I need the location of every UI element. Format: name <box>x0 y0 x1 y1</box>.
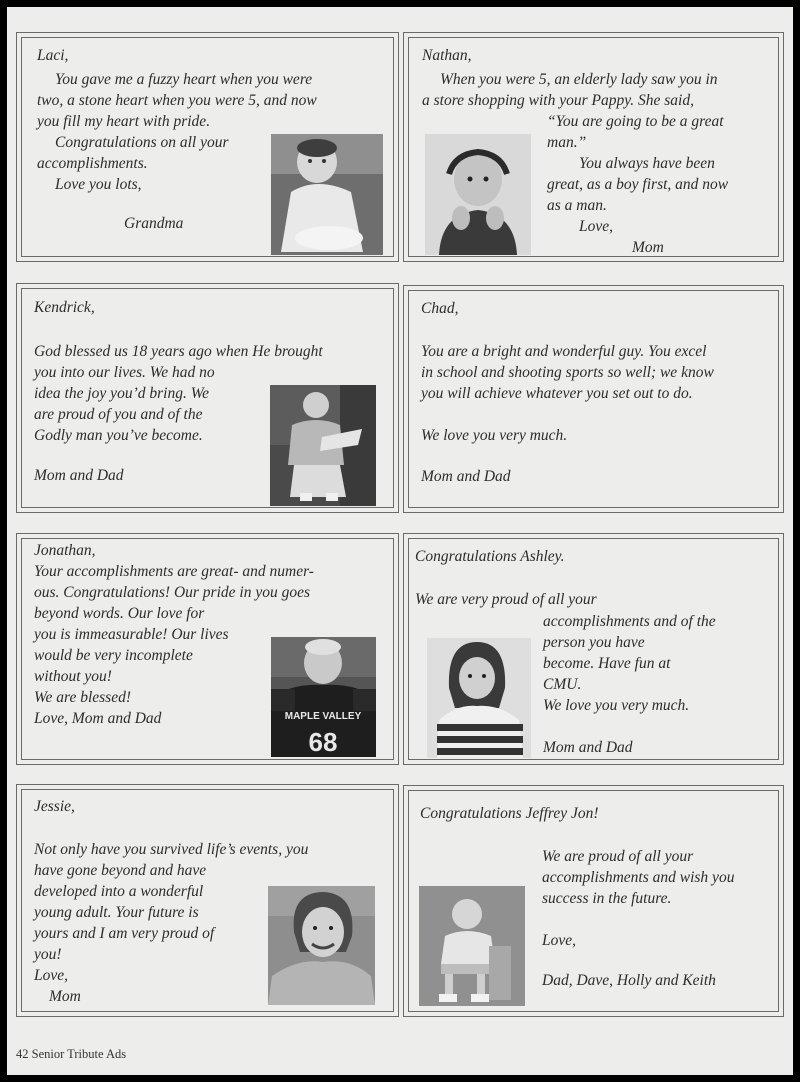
message-line: you! <box>34 946 62 963</box>
jersey-text: MAPLE VALLEY <box>284 711 362 722</box>
salutation: Jessie, <box>34 798 75 815</box>
message-line: have gone beyond and have <box>34 862 207 879</box>
message-line: great, as a boy first, and now <box>547 176 729 193</box>
message-line: Not only have you survived life’s events, you <box>34 841 309 858</box>
salutation: Laci, <box>37 47 69 64</box>
message-line: God blessed us 18 years ago when He brought <box>34 343 323 360</box>
signature: Mom and Dad <box>34 467 124 484</box>
message-line: Love you lots, <box>55 176 142 193</box>
signature: Grandma <box>124 215 184 232</box>
tribute-card-jessie <box>16 784 399 1017</box>
message-line: You are a bright and wonderful guy. You excel <box>421 343 707 360</box>
salutation: Kendrick, <box>34 299 95 316</box>
page-footer <box>16 1047 126 1062</box>
message-line: are proud of you and of the <box>34 406 203 423</box>
message-line: man.” <box>547 134 587 151</box>
salutation: Congratulations Ashley. <box>415 548 565 565</box>
salutation: Nathan, <box>422 47 472 64</box>
message-line: yours and I am very proud of <box>34 925 215 942</box>
message-line: Your accomplishments are great- and numer- <box>34 563 314 580</box>
page-number: 42 <box>16 1047 29 1061</box>
message-line: Love, <box>34 967 69 984</box>
message-line: developed into a wonderful <box>34 883 204 900</box>
tribute-card-nathan <box>403 32 784 262</box>
message-line: We love you very much. <box>543 697 690 714</box>
message-line: accomplishments. <box>37 155 148 172</box>
baby-girl-in-white-dress-photo <box>271 134 383 255</box>
message-line: person you have <box>543 634 645 651</box>
signature: Dad, Dave, Holly and Keith <box>542 972 716 989</box>
message-line: accomplishments and of the <box>543 613 716 630</box>
salutation: Chad, <box>421 300 459 317</box>
message-line: Love, <box>579 218 614 235</box>
tribute-card-ashley <box>403 533 784 765</box>
message-line: as a man. <box>547 197 607 214</box>
jersey-number: 68 <box>308 727 338 757</box>
message-line: CMU. <box>543 676 582 693</box>
message-line: ous. Congratulations! Our pride in you goes <box>34 584 310 601</box>
message-line: Love, <box>542 932 577 949</box>
message-line: Congratulations on all your <box>55 134 229 151</box>
message-line: accomplishments and wish you <box>542 869 735 886</box>
tribute-card-jeffrey <box>403 785 784 1017</box>
message-line: You gave me a fuzzy heart when you were <box>55 71 313 88</box>
tribute-card-jonathan <box>16 533 399 765</box>
message-line: success in the future. <box>542 890 672 907</box>
toddler-on-chair-photo <box>419 886 525 1006</box>
message-line: beyond words. Our love for <box>34 605 205 622</box>
message-line: you fill my heart with pride. <box>37 113 211 130</box>
signature: Mom and Dad <box>543 739 633 756</box>
message-line: in school and shooting sports so well; we know <box>421 364 714 381</box>
signature: Mom <box>49 988 81 1005</box>
signature: Love, Mom and Dad <box>34 710 162 727</box>
salutation: Congratulations Jeffrey Jon! <box>420 805 599 822</box>
boy-with-hat-photo <box>425 134 531 255</box>
message-line: We are very proud of all your <box>415 591 597 608</box>
girl-striped-sweater-photo <box>427 638 531 758</box>
message-line: We are proud of all your <box>542 848 694 865</box>
tribute-card-chad <box>403 285 784 513</box>
message-line: become. Have fun at <box>543 655 671 672</box>
message-line: We love you very much. <box>421 427 568 444</box>
message-line: you is immeasurable! Our lives <box>34 626 229 643</box>
salutation: Jonathan, <box>34 542 96 559</box>
section-title: Senior Tribute Ads <box>31 1047 127 1061</box>
signature: Mom <box>632 239 664 256</box>
yearbook-page <box>7 7 793 1075</box>
message-line: When you were 5, an elderly lady saw you in <box>440 71 718 88</box>
message-line: you will achieve whatever you set out to do. <box>421 385 693 402</box>
toddler-with-book-photo <box>270 385 376 506</box>
message-line: We are blessed! <box>34 689 131 706</box>
message-line: young adult. Your future is <box>34 904 199 921</box>
tribute-card-laci <box>16 32 399 262</box>
message-line: would be very incomplete <box>34 647 193 664</box>
message-line: a store shopping with your Pappy. She said, <box>422 92 694 109</box>
message-line: You always have been <box>579 155 715 172</box>
message-line: you into our lives. We had no <box>34 364 215 381</box>
football-player-photo <box>271 637 376 757</box>
signature: Mom and Dad <box>421 468 511 485</box>
message-line: “You are going to be a great <box>547 113 724 130</box>
tribute-card-kendrick <box>16 283 399 513</box>
message-line: two, a stone heart when you were 5, and now <box>37 92 317 109</box>
message-line: Godly man you’ve become. <box>34 427 203 444</box>
message-line: without you! <box>34 668 112 685</box>
message-line: idea the joy you’d bring. We <box>34 385 210 402</box>
smiling-teen-hoodie-photo <box>268 886 375 1005</box>
